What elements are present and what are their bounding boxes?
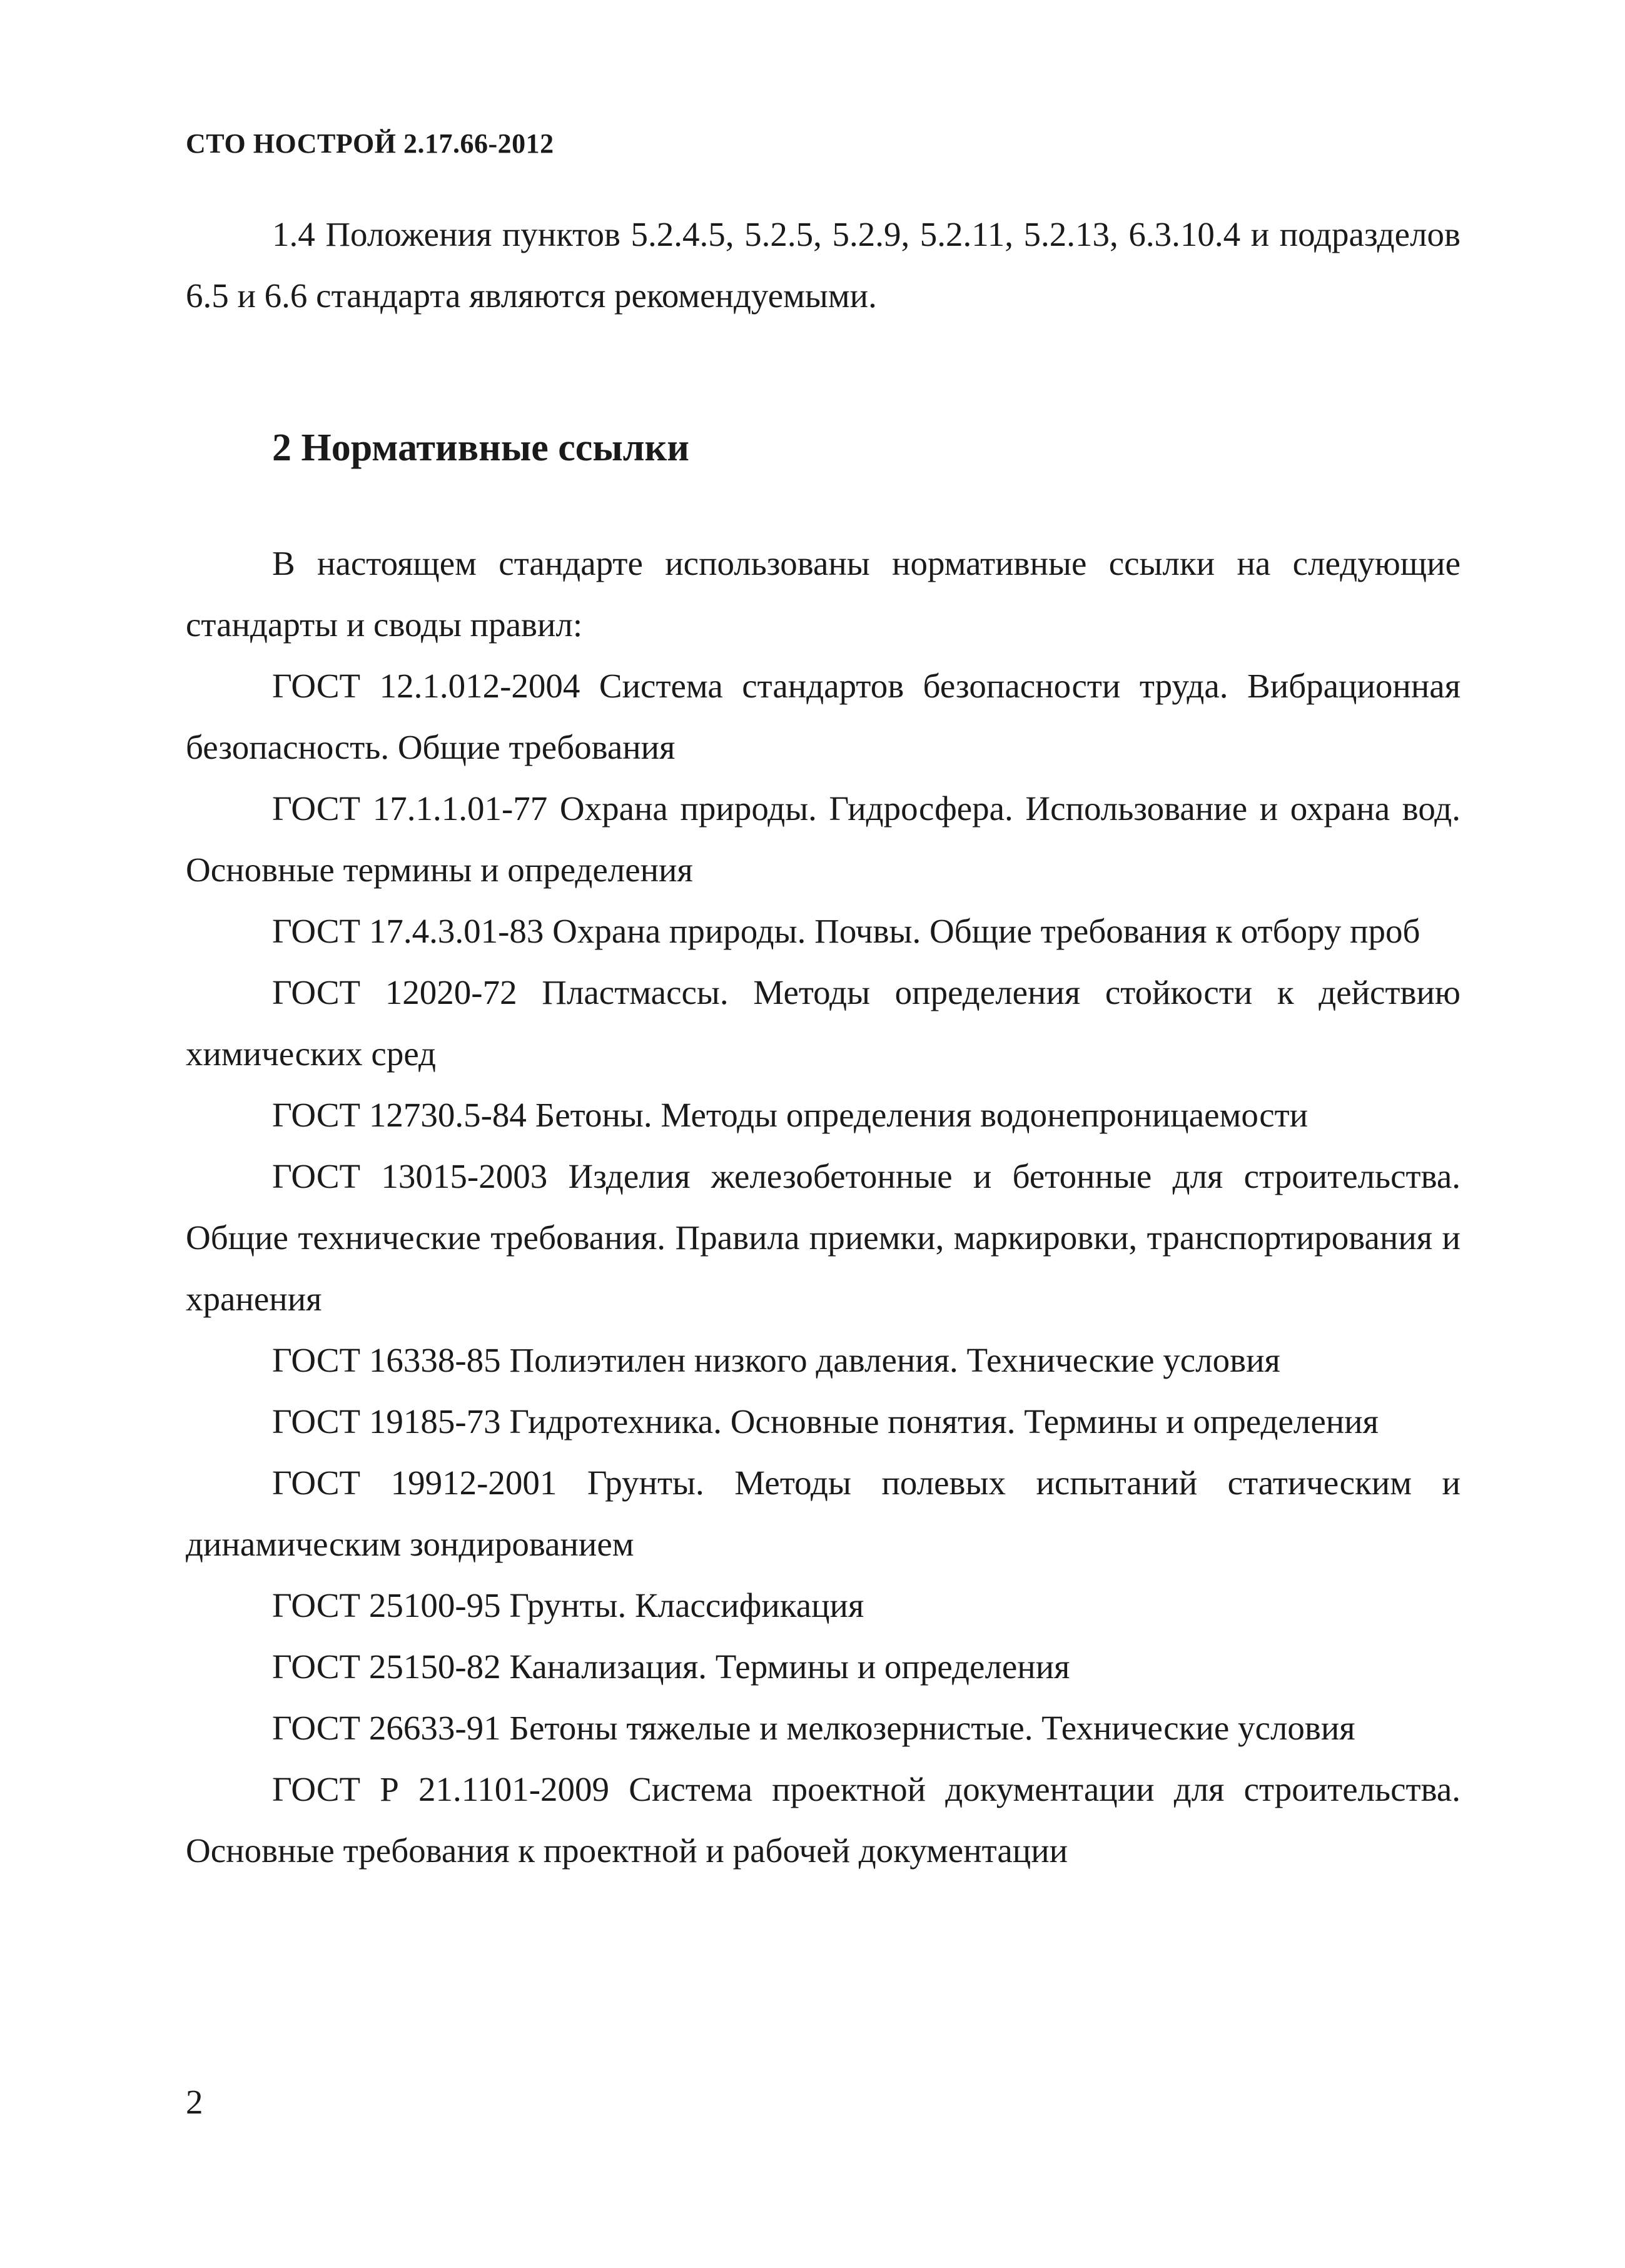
reference-item: ГОСТ 17.4.3.01-83 Охрана природы. Почвы. Общие требования к отбору проб	[272, 912, 1420, 950]
reference-item: ГОСТ 13015-2003 Изделия железобетонные и бетонные для строительства. Общие технические требования. Правила приемки, маркировки, транспортирования и хранения	[186, 1157, 1460, 1318]
intro-paragraph: 1.4 Положения пунктов 5.2.4.5, 5.2.5, 5.2.9, 5.2.11, 5.2.13, 6.3.10.4 и подразделов 6.5 и 6.6 стандарта являются рекомендуемыми.	[186, 215, 1460, 315]
reference-item: ГОСТ 19185-73 Гидротехника. Основные понятия. Термины и определения	[272, 1402, 1379, 1440]
references-lead: В настоящем стандарте использованы нормативные ссылки на следующие стандарты и своды правил:	[186, 544, 1460, 644]
reference-item: ГОСТ 12020-72 Пластмассы. Методы определения стойкости к действию химических сред	[186, 973, 1460, 1073]
reference-item: ГОСТ Р 21.1101-2009 Система проектной документации для строительства. Основные требования к проектной и рабочей документации	[186, 1770, 1460, 1870]
reference-item: ГОСТ 25150-82 Канализация. Термины и определения	[272, 1648, 1070, 1686]
reference-item: ГОСТ 16338-85 Полиэтилен низкого давления. Технические условия	[272, 1341, 1280, 1379]
reference-item: ГОСТ 12.1.012-2004 Система стандартов безопасности труда. Вибрационная безопасность. Общие требования	[186, 667, 1460, 766]
reference-item: ГОСТ 12730.5-84 Бетоны. Методы определения водонепроницаемости	[272, 1096, 1309, 1134]
document-code-header: СТО НОСТРОЙ 2.17.66-2012	[186, 128, 554, 159]
references-block	[186, 533, 1460, 1881]
page-number: 2	[186, 2083, 203, 2121]
reference-item: ГОСТ 17.1.1.01-77 Охрана природы. Гидросфера. Использование и охрана вод. Основные термины и определения	[186, 789, 1460, 889]
reference-item: ГОСТ 19912-2001 Грунты. Методы полевых испытаний статическим и динамическим зондированием	[186, 1464, 1460, 1563]
reference-item: ГОСТ 26633-91 Бетоны тяжелые и мелкозернистые. Технические условия	[272, 1709, 1355, 1747]
reference-item: ГОСТ 25100-95 Грунты. Классификация	[272, 1586, 864, 1624]
section-heading: 2 Нормативные ссылки	[272, 427, 689, 469]
intro-block	[186, 204, 1460, 327]
